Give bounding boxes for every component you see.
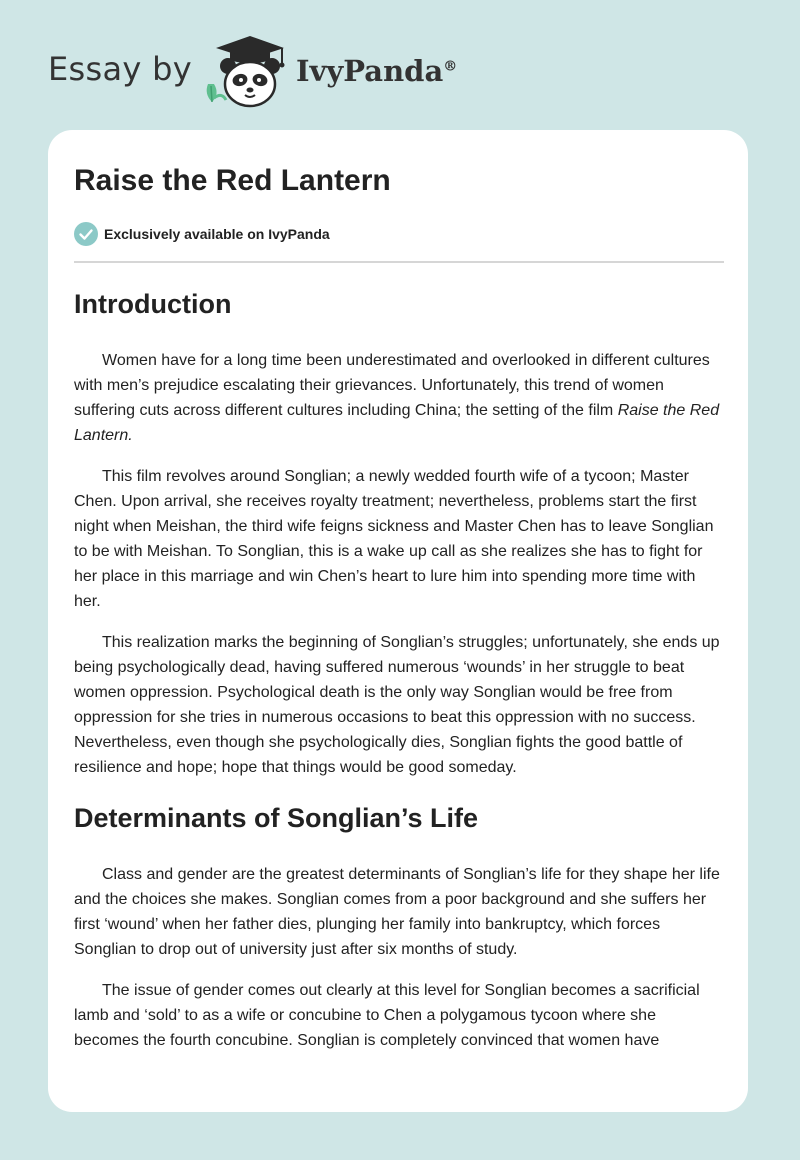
essay-body	[74, 282, 724, 1053]
paragraph: Class and gender are the greatest determinants of Songlian’s life for they shape her life and the choices she makes. Songlian comes from a poor background and she suffers her first ‘wound’ when her father dies, plunging her family into bankruptcy, which forces Songlian to drop out of university just after six months of study.	[74, 866, 720, 958]
section-heading-determinants: Determinants of Songlian’s Life	[74, 803, 479, 833]
page-title: Raise the Red Lantern	[74, 164, 391, 197]
exclusive-label: Exclusively available on IvyPanda	[104, 226, 330, 242]
film-title-emphasis: Raise the Red Lantern.	[74, 402, 720, 444]
brand-name[interactable]	[296, 54, 457, 88]
section-heading-introduction: Introduction	[74, 289, 232, 319]
brand-prefix: Essay by	[48, 50, 192, 88]
paragraph: This film revolves around Songlian; a newly wedded fourth wife of a tycoon; Master Chen. Upon arrival, she receives royalty treatment; nevertheless, problems start the first night when Meishan, the third wife feigns sickness and Master Chen has to leave Songlian to be with Meishan. To Songlian, this is a wake up call as she realizes she has to fight for her place in this marriage and win Chen’s heart to lure him into spending more time with her.	[74, 468, 714, 610]
exclusive-badge	[74, 222, 330, 246]
brand-name-text: IvyPanda	[296, 54, 444, 88]
paragraph: The issue of gender comes out clearly at this level for Songlian becomes a sacrificial lamb and ‘sold’ to as a wife or concubine to Chen a polygamous tycoon where she becomes the fourth concubine. Songlian is completely convinced that women have	[74, 982, 700, 1049]
panda-graduate-icon[interactable]	[202, 34, 290, 110]
registered-mark: ®	[443, 58, 458, 75]
divider	[74, 261, 724, 263]
paragraph-text: Women have for a long time been underestimated and overlooked in different cultures with men’s prejudice escalating their grievances. Unfortunately, this trend of women suffering cuts across different cultures including China; the setting of the film	[74, 352, 710, 419]
site-header	[48, 34, 508, 110]
paragraph	[74, 348, 724, 448]
paragraph: This realization marks the beginning of Songlian’s struggles; unfortunately, she ends up being psychologically dead, having suffered numerous ‘wounds’ in her struggle to beat women oppression. Psychological death is the only way Songlian would be free from oppression for she tries in numerous occasions to beat this oppression with no success. Nevertheless, even though she psychologically dies, Songlian fights the good battle of resilience and hope; hope that things would be good someday.	[74, 634, 720, 776]
check-circle-icon	[74, 222, 98, 246]
essay-card	[48, 130, 748, 1112]
